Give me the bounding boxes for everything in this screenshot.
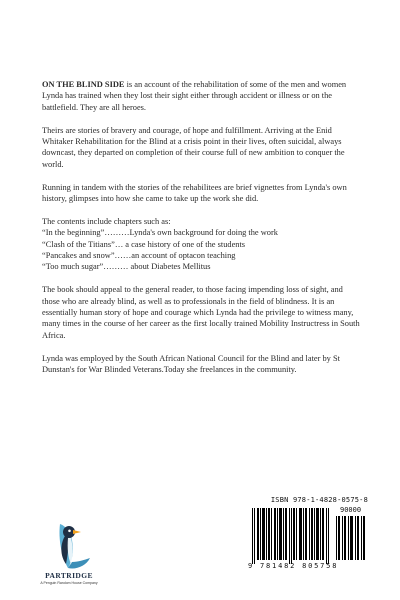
publisher-tagline: A Penguin Random House Company [40, 581, 98, 585]
intro-paragraph [42, 79, 360, 113]
contents-item: “In the beginning”………Lynda's own background for doing the work [42, 228, 278, 238]
contents-intro: The contents include chapters such as: [42, 216, 171, 226]
contents-paragraph [42, 216, 360, 273]
price-code: 90000 [340, 506, 362, 514]
barcode-digits: 9 781482 805758 [248, 562, 339, 570]
contents-item: “Clash of the Titians”… a case history of one of the students [42, 239, 246, 249]
book-title-inline: ON THE BLIND SIDE [42, 80, 125, 89]
contents-item: “Too much sugar”……… about Diabetes Mellitus [42, 262, 211, 272]
barcode-bars [252, 508, 332, 564]
intro-text: is an account of the rehabilitation of some of the men and women Lynda has trained when they lost their sight either through accident or illness or on the battlefield. They are all heroes. [42, 80, 347, 112]
stories-paragraph: Theirs are stories of bravery and courage, of hope and fulfillment. Arriving at the Enid Whitaker Rehabilitation for the Blind at a crisis point in their lives, often suicidal, always downcast, they departed on completion of their course full of new ambition to conquer the world. [42, 125, 345, 169]
author-paragraph: Lynda was employed by the South African National Council for the Blind and later by St Dunstan's for War Blinded Veterans.Today she freelances in the community. [42, 353, 340, 375]
vignettes-paragraph: Running in tandem with the stories of the rehabilitees are brief vignettes from Lynda's own history, glimpses into how she came to take up the work she did. [42, 182, 347, 204]
price-barcode-bars [336, 516, 366, 560]
blurb-text [42, 79, 360, 387]
audience-paragraph: The book should appeal to the general reader, to those facing impending loss of sight, and those who are already blind, as well as to professionals in the field of blindness. It is an essentially human story of hope and courage which Lynda had the privilege to witness many, many times in the course of her career as the first locally trained Mobility Instructress in South Africa. [42, 285, 360, 340]
publisher-name: PARTRIDGE [45, 571, 93, 580]
isbn-text: ISBN 978-1-4828-0575-8 [270, 496, 368, 504]
isbn-barcode [248, 496, 368, 576]
contents-item: “Pancakes and snow”……an account of optacon teaching [42, 251, 236, 261]
